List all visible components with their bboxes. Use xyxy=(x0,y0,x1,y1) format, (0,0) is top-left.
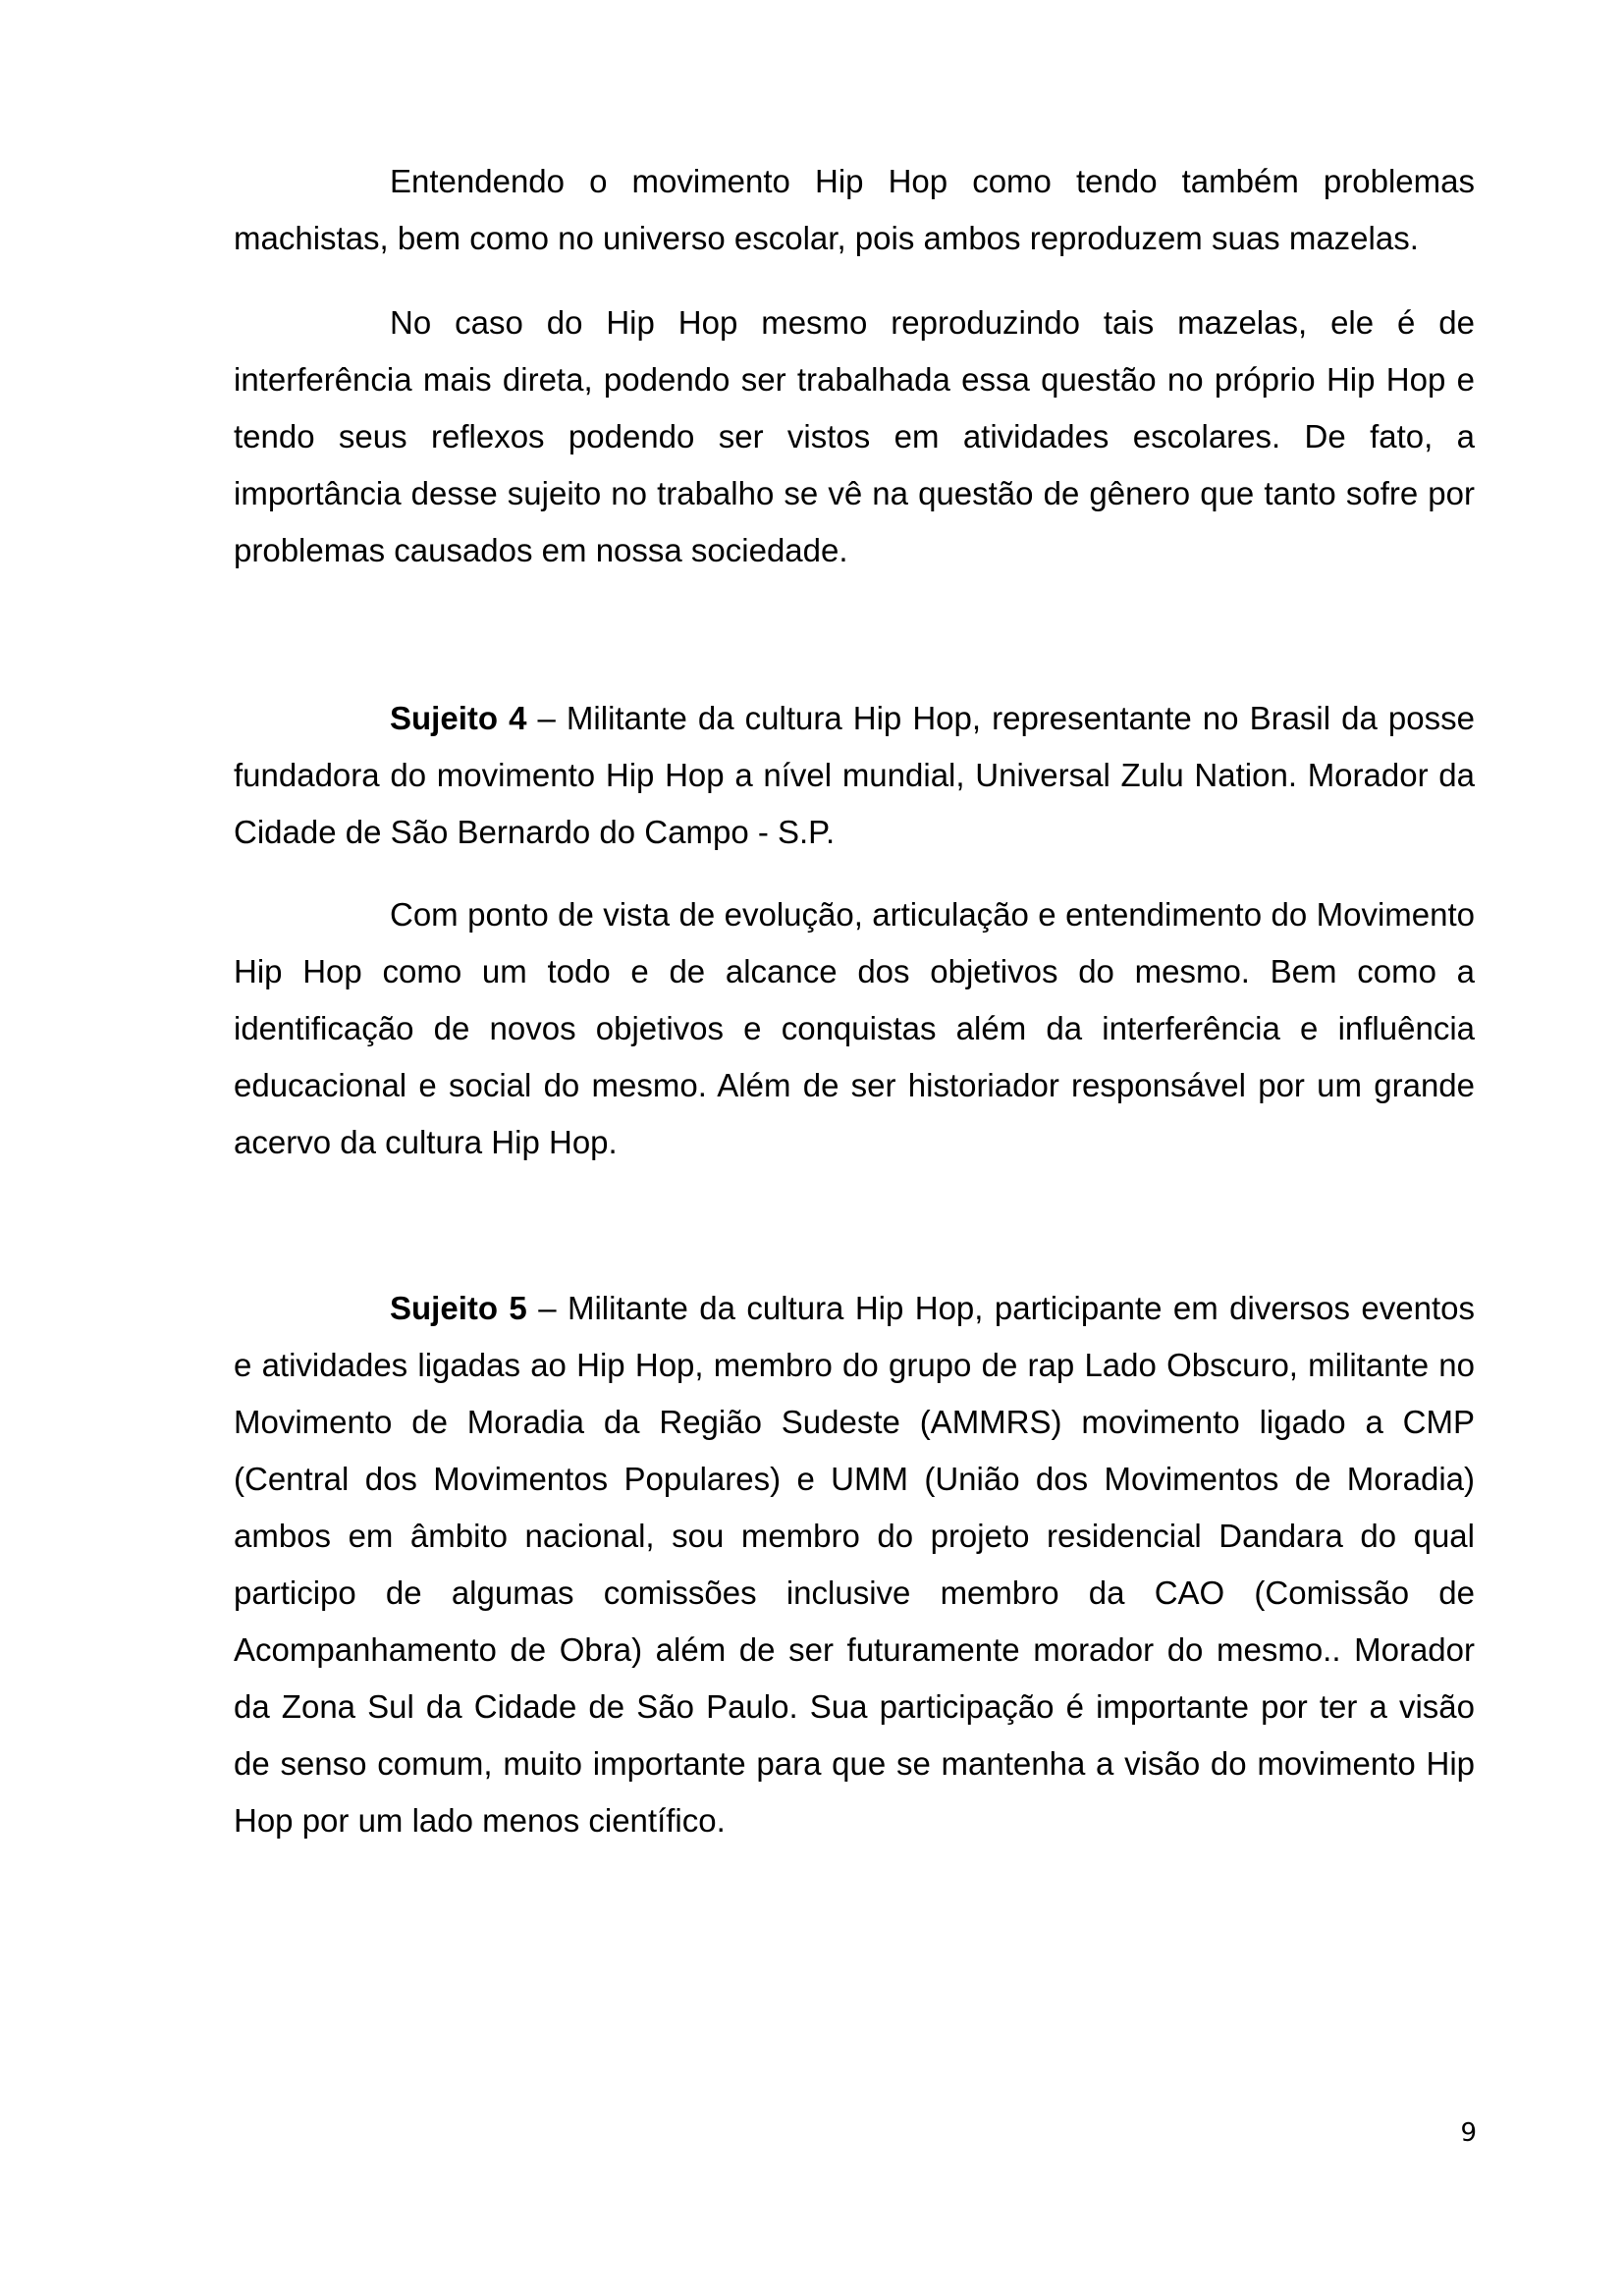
paragraph-sujeito-5 xyxy=(234,1280,1475,1849)
paragraph-hip-hop-interference xyxy=(234,294,1475,579)
subject-label: Sujeito 4 xyxy=(390,700,527,736)
paragraph-hip-hop-machismo xyxy=(234,153,1475,267)
subject-label: Sujeito 5 xyxy=(390,1290,527,1326)
paragraph-text: Entendendo o movimento Hip Hop como tendo também problemas machistas, bem como no universo escolar, pois ambos reproduzem suas mazelas. xyxy=(234,163,1475,256)
paragraph-sujeito-4-viewpoint xyxy=(234,886,1475,1171)
paragraph-text: Com ponto de vista de evolução, articulação e entendimento do Movimento Hip Hop como um todo e de alcance dos objetivos do mesmo. Bem como a identificação de novos objetivos e conquistas além da interferência e influência educacional e social do mesmo. Além de ser historiador responsável por um grande acervo da cultura Hip Hop. xyxy=(234,896,1475,1160)
page-number: 9 xyxy=(1460,2118,1477,2148)
paragraph-text: – Militante da cultura Hip Hop, representante no Brasil da posse fundadora do movimento Hip Hop a nível mundial, Universal Zulu Nation. Morador da Cidade de São Bernardo do Campo - S.P. xyxy=(234,700,1475,850)
paragraph-text: – Militante da cultura Hip Hop, participante em diversos eventos e atividades ligadas ao Hip Hop, membro do grupo de rap Lado Obscuro, militante no Movimento de Moradia da Região Sudeste (AMMRS) movimento ligado a CMP (Central dos Movimentos Populares) e UMM (União dos Movimentos de Moradia) ambos em âmbito nacional, sou membro do projeto residencial Dandara do qual participo de algumas comissões inclusive membro da CAO (Comissão de Acompanhamento de Obra) além de ser futuramente morador do mesmo.. Morador da Zona Sul da Cidade de São Paulo. Sua participação é importante por ter a visão de senso comum, muito importante para que se mantenha a visão do movimento Hip Hop por um lado menos científico. xyxy=(234,1290,1476,1839)
paragraph-text: No caso do Hip Hop mesmo reproduzindo tais mazelas, ele é de interferência mais direta, podendo ser trabalhada essa questão no próprio Hip Hop e tendo seus reflexos podendo ser vistos em atividades escolares. De fato, a importância desse sujeito no trabalho se vê na questão de gênero que tanto sofre por problemas causados em nossa sociedade. xyxy=(234,304,1475,568)
paragraph-sujeito-4 xyxy=(234,690,1475,861)
